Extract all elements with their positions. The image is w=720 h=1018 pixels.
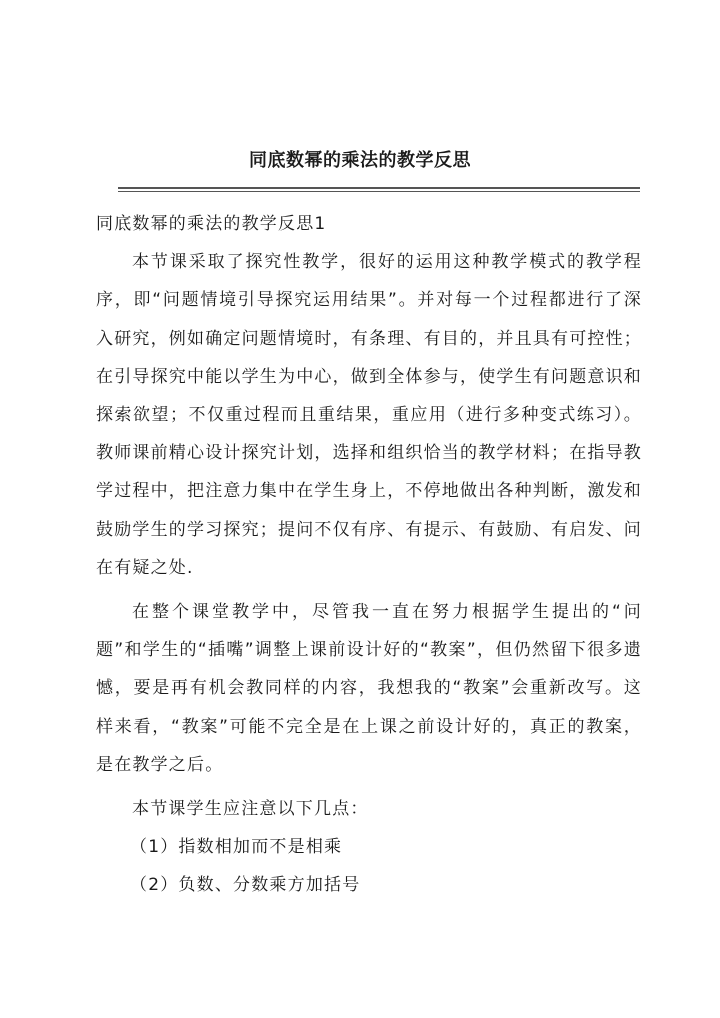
title-divider <box>118 187 640 192</box>
paragraph-2: 在整个课堂教学中，尽管我一直在努力根据学生提出的“问题”和学生的“插嘴”调整上课前设计好的“教案”，但仍然留下很多遗憾，要是再有机会教同样的内容，我想我的“教案”会重新改写。这样来看，“教案”可能不完全是在上课之前设计好的，真正的教案，是在教学之后。 <box>96 602 642 775</box>
list-item-1: （1）指数相加而不是相乘 <box>130 837 343 858</box>
section-heading: 同底数幂的乘法的教学反思1 <box>96 214 327 234</box>
paragraph-3: 本节课学生应注意以下几点： <box>132 799 369 820</box>
paragraph-1: 本节课采取了探究性教学，很好的运用这种教学模式的教学程序，即“问题情境引导探究运用结果”。并对每一个过程都进行了深入研究，例如确定问题情境时，有条理、有目的，并且具有可控性；在引导探究中能以学生为中心，做到全体参与，使学生有问题意识和探索欲望；不仅重过程而且重结果，重应用（进行多种变式练习）。教师课前精心设计探究计划，选择和组织恰当的教学材料；在指导教学过程中，把注意力集中在学生身上，不停地做出各种判断，激发和鼓励学生的学习探究；提问不仅有序、有提示、有鼓励、有启发、问在有疑之处. <box>96 252 642 578</box>
document-body <box>96 205 642 905</box>
list-item-2: （2）负数、分数乘方加括号 <box>130 875 361 896</box>
document-title: 同底数幂的乘法的教学反思 <box>249 150 471 171</box>
